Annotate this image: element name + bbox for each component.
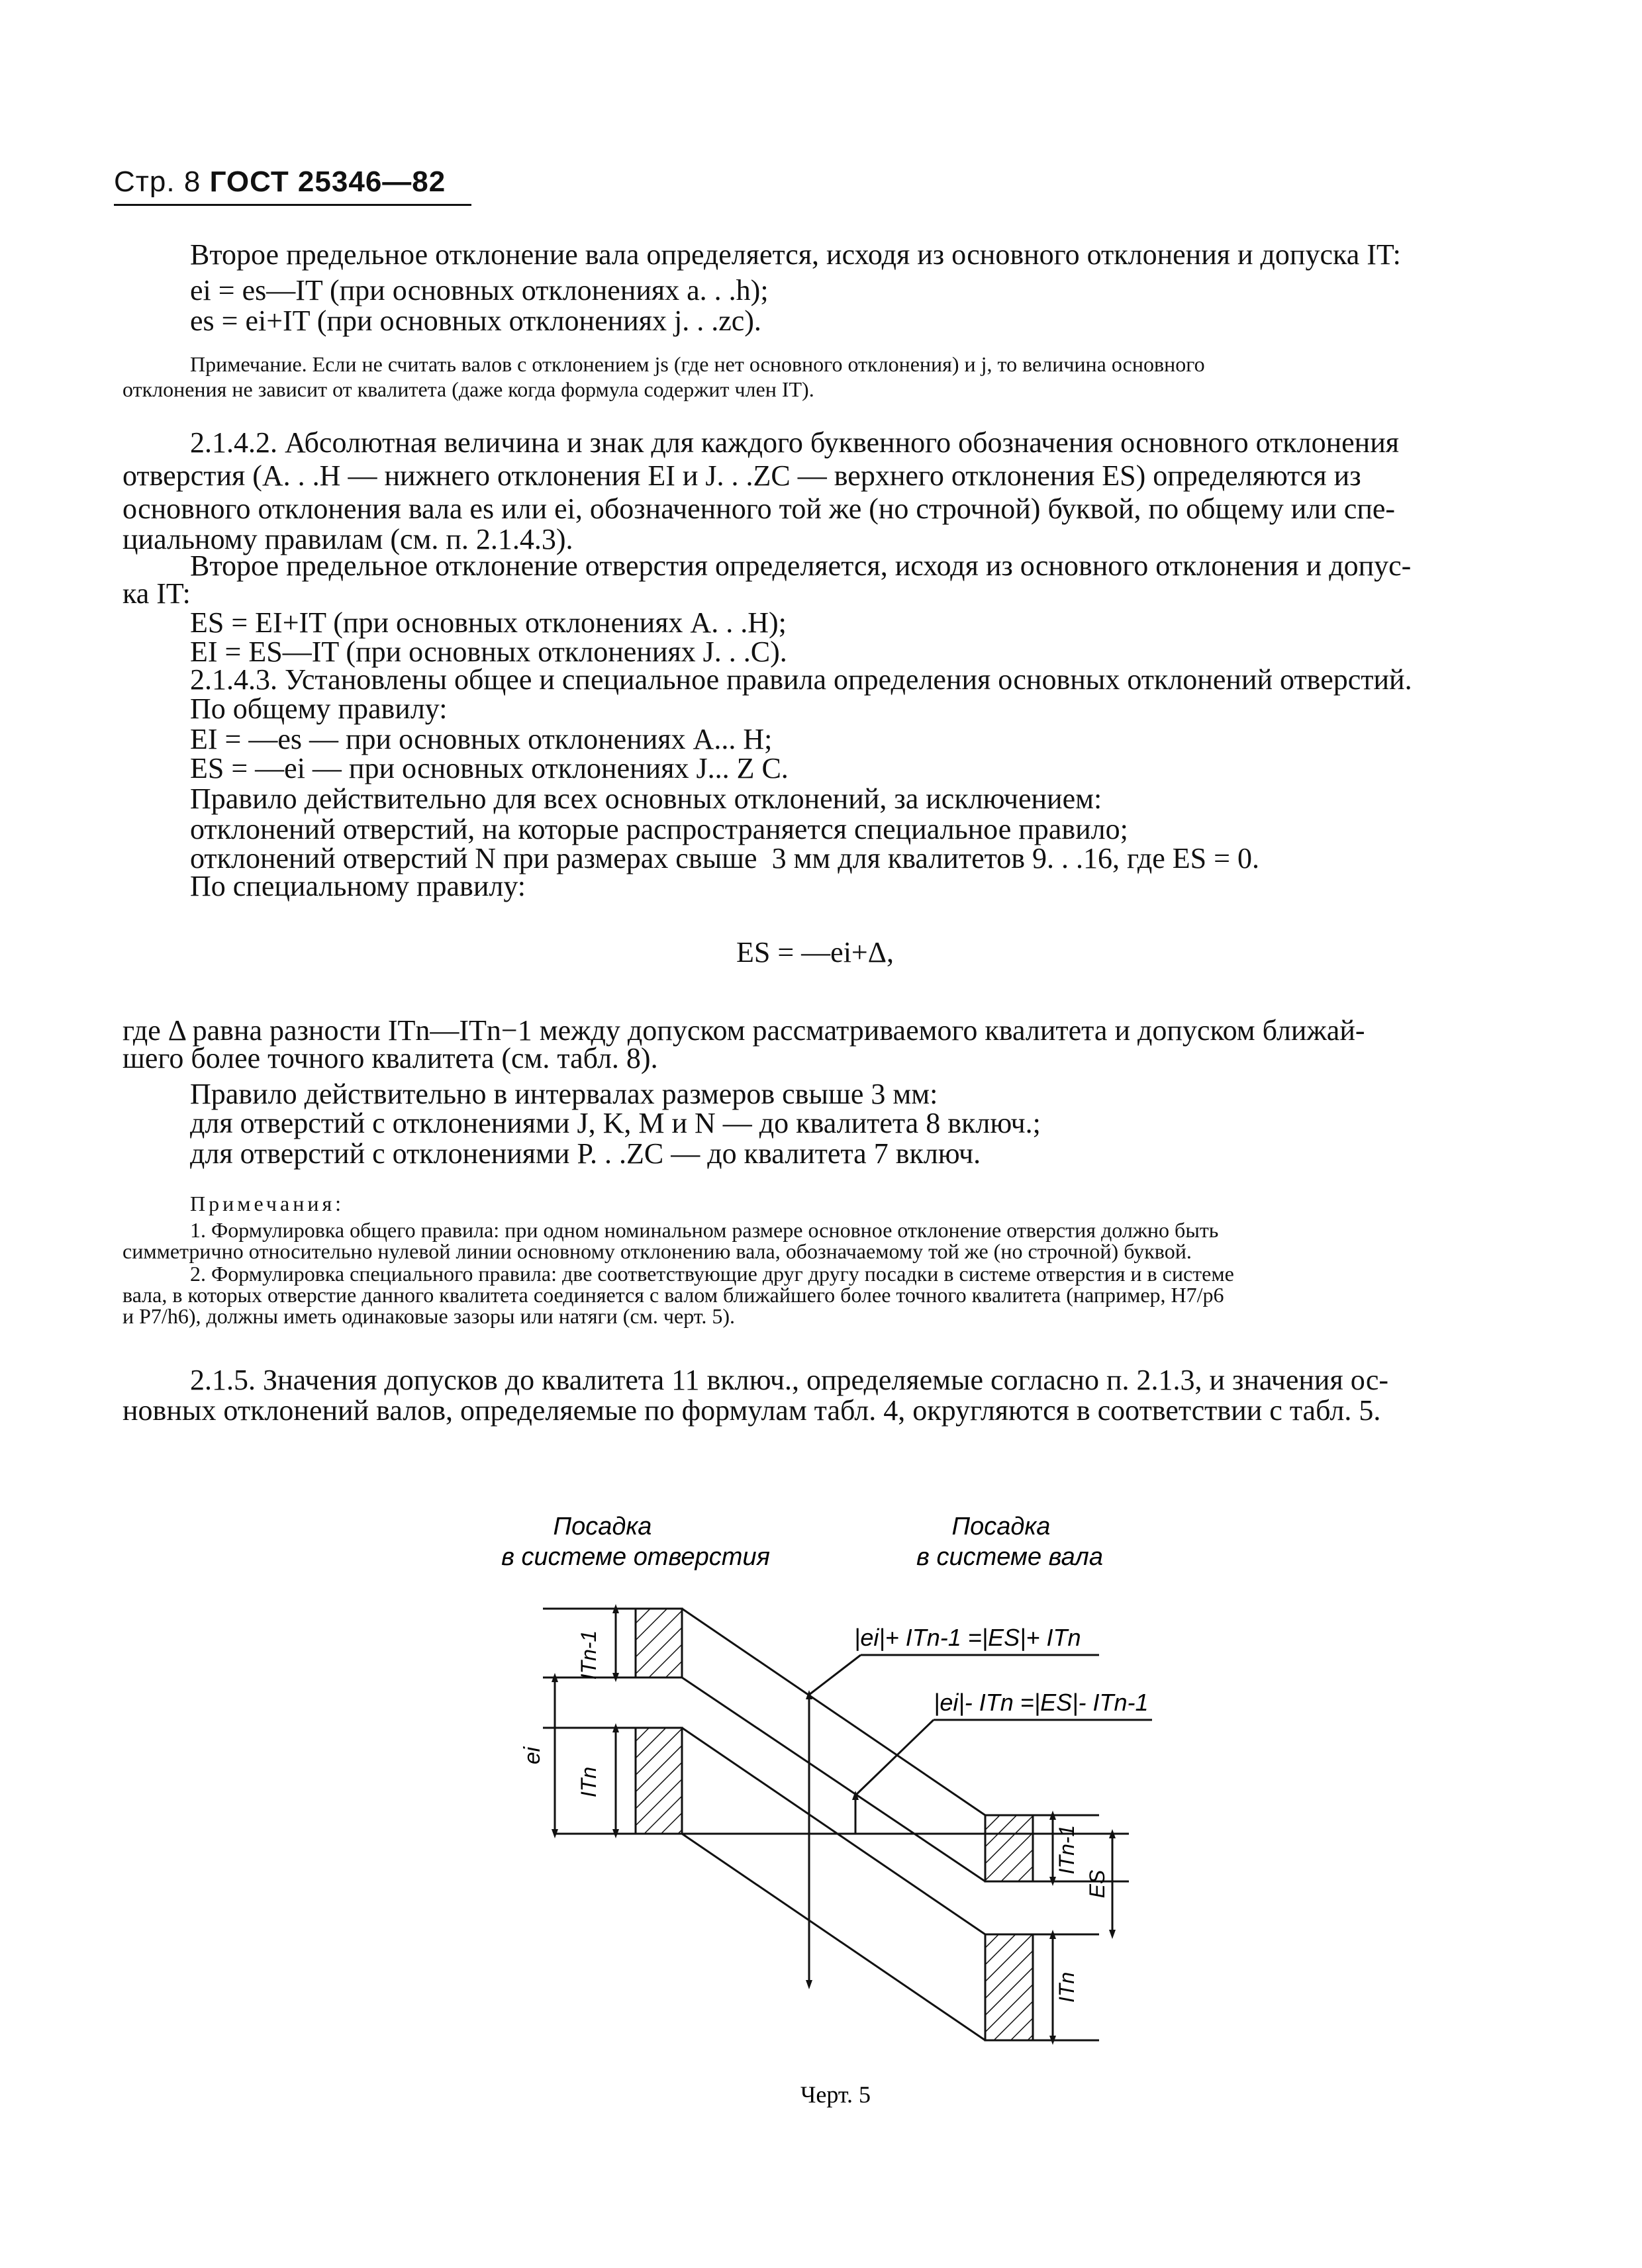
dim-itn1-left: ITn-1 (577, 1630, 601, 1680)
formula-mid-label: |ei|- ITn =|ES|- ITn-1 (934, 1689, 1149, 1716)
text-line: Второе предельное отклонение вала определяется, исходя из основного отклонения и допуска IT: (190, 238, 1401, 271)
formula-top-label: |ei|+ ITn-1 =|ES|+ ITn (854, 1624, 1081, 1651)
notes-heading: Примечания: (190, 1192, 345, 1215)
note-line: 1. Формулировка общего правила: при одном номинальном размере основное отклонение отверстия должно быть (190, 1218, 1219, 1242)
text-line: По специальному правилу: (190, 870, 526, 902)
hole-tolerance-upper (636, 1609, 682, 1677)
figure-label-shaft-2: в системе вала (916, 1543, 1103, 1571)
dim-es: ES (1085, 1869, 1109, 1899)
formula-line: ei = es—IT (при основных отклонениях a. . .h); (190, 274, 769, 307)
text-line: новных отклонений валов, определяемые по формулам табл. 4, округляются в соответствии с табл. 5. (122, 1394, 1381, 1427)
dim-ei: ei (520, 1746, 545, 1765)
page-number: Стр. 8 (114, 165, 201, 198)
text-line: отклонений отверстий, на которые распространяется специальное правило; (190, 813, 1128, 845)
text-line: 2.1.4.3. Установлены общее и специальное правила определения основных отклонений отверстий. (190, 663, 1412, 696)
gost-number: ГОСТ 25346—82 (209, 165, 446, 198)
figure-label-hole-1: Посадка (553, 1513, 652, 1540)
text-line: циальному правилам (см. п. 2.1.4.3). (122, 523, 573, 555)
dim-itn1-right: ITn-1 (1055, 1824, 1079, 1875)
text-line: основного отклонения вала es или ei, обозначенного той же (но строчной) буквой, по общему или спе- (122, 493, 1396, 525)
note-line: 2. Формулировка специального правила: две соответствующие друг другу посадки в системе отверстия и в системе (190, 1262, 1234, 1286)
formula-line: es = ei+IT (при основных отклонениях j. . .zc). (190, 305, 761, 337)
text-line: По общему правилу: (190, 692, 448, 725)
formula-line: EI = —es — при основных отклонениях A... H; (190, 723, 773, 755)
text-line: шего более точного квалитета (см. табл. 8). (122, 1042, 658, 1074)
note-line: вала, в которых отверстие данного квалитета соединяется с валом ближайшего более точного квалитета (например, H7/p6 (122, 1283, 1224, 1307)
hole-tolerance-lower (636, 1728, 682, 1834)
figure-label-hole-2: в системе отверстия (501, 1543, 770, 1571)
note-line: и P7/h6), должны иметь одинаковые зазоры или натяги (см. черт. 5). (122, 1304, 735, 1328)
note-line: отклонения не зависит от квалитета (даже когда формула содержит член IT). (122, 377, 814, 401)
shaft-tolerance-lower (985, 1934, 1033, 2040)
note-line: симметрично относительно нулевой линии основному отклонению вала, обозначаемому той же (но строчной) буквой. (122, 1239, 1192, 1263)
text-line: для отверстий с отклонениями J, K, M и N — до квалитета 8 включ.; (190, 1107, 1041, 1139)
formula-special: ES = —ei+Δ, (736, 936, 894, 969)
text-line: отклонений отверстий N при размерах свыше 3 мм для квалитетов 9. . .16, где ES = 0. (190, 842, 1259, 874)
text-line: Правило действительно для всех основных отклонений, за исключением: (190, 782, 1102, 815)
text-line: 2.1.5. Значения допусков до квалитета 11 включ., определяемые согласно п. 2.1.3, и значения ос- (190, 1364, 1388, 1396)
text-line: для отверстий с отклонениями P. . .ZC — до квалитета 7 включ. (190, 1137, 981, 1170)
figure-label-shaft-1: Посадка (951, 1513, 1051, 1540)
text-line: ка IT: (122, 577, 191, 610)
shaft-tolerance-upper (985, 1815, 1033, 1881)
formula-line: ES = EI+IT (при основных отклонениях A. . .H); (190, 606, 787, 639)
note-line: Примечание. Если не считать валов с отклонением js (где нет основного отклонения) и j, то величина основного (190, 352, 1205, 376)
figure-caption: Черт. 5 (800, 2081, 871, 2108)
formula-line: ES = —ei — при основных отклонениях J... Z C. (190, 752, 789, 784)
formula-line: EI = ES—IT (при основных отклонениях J. . .C). (190, 636, 787, 668)
text-line: отверстия (A. . .H — нижнего отклонения EI и J. . .ZC — верхнего отклонения ES) определяются из (122, 459, 1361, 492)
text-line: 2.1.4.2. Абсолютная величина и знак для каждого буквенного обозначения основного отклонения (190, 426, 1399, 459)
text-line: Правило действительно в интервалах размеров свыше 3 мм: (190, 1078, 938, 1110)
dim-itn-right: ITn (1055, 1971, 1079, 2003)
text-line: где Δ равна разности ITn—ITn−1 между допуском рассматриваемого квалитета и допуском ближай- (122, 1014, 1365, 1047)
dim-itn-left: ITn (577, 1766, 601, 1798)
text-line: Второе предельное отклонение отверстия определяется, исходя из основного отклонения и допус- (190, 549, 1412, 582)
